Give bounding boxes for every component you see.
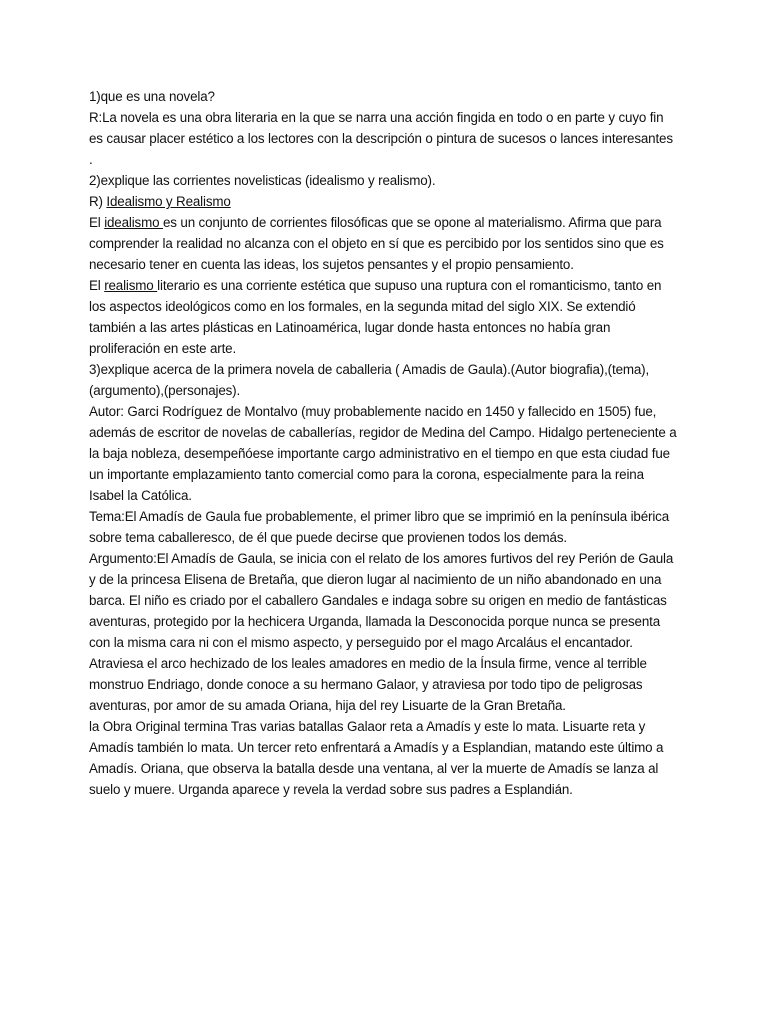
tema-paragraph: Tema:El Amadís de Gaula fue probablemente, el primer libro que se imprimió en la península ibérica sobre tema caballeresco, de él que puede decirse que provienen todos los demás.: [89, 509, 670, 545]
question-1: 1)que es una novela?: [89, 89, 215, 104]
obra-original-paragraph: la Obra Original termina Tras varias batallas Galaor reta a Amadís y este lo mata. Lisuarte reta y Amadís también lo mata. Un tercer reto enfrentará a Amadís y a Esplandian, matando este último a Amadís. Oriana, que observa la batalla desde una ventana, al ver la muerte de Amadís se lanza al suelo y muere. Urganda aparece y revela la verdad sobre sus padres a Esplandián.: [89, 719, 664, 797]
answer-1: R:La novela es una obra literaria en la que se narra una acción fingida en todo o en parte y cuyo fin es causar placer estético a los lectores con la descripción o pintura de sucesos o lances interesantes .: [89, 110, 673, 167]
idealismo-text: es un conjunto de corrientes filosóficas que se opone al materialismo. Afirma que para comprender la realidad no alcanza con el objeto en sí que es percibido por los sentidos sino que es necesario tener en cuenta las ideas, los sujetos pensantes y el propio pensamiento.: [89, 215, 664, 272]
realismo-text: literario es una corriente estética que supuso una ruptura con el romanticismo, tanto en los aspectos ideológicos como en los formales, en la segunda mitad del siglo XIX. Se extendió también a las artes plásticas en Latinoamérica, lugar donde hasta entonces no había gran proliferación en este arte.: [89, 278, 662, 356]
realismo-lead: El: [89, 278, 105, 293]
idealismo-term: idealismo: [104, 215, 163, 230]
question-2: 2)explique las corrientes novelisticas (idealismo y realismo).: [89, 173, 436, 188]
answer-2-heading-title: Idealismo y Realismo: [106, 194, 231, 209]
idealismo-paragraph: [89, 212, 679, 275]
document-page: [89, 86, 679, 800]
realismo-paragraph: [89, 275, 679, 359]
answer-2-prefix: R): [89, 194, 107, 209]
question-3: 3)explique acerca de la primera novela de caballeria ( Amadis de Gaula).(Autor biografia),(tema),(argumento),(personajes).: [89, 362, 650, 398]
answer-2-heading: [89, 191, 679, 212]
realismo-term: realismo: [104, 278, 158, 293]
argumento-paragraph: Argumento:El Amadís de Gaula, se inicia con el relato de los amores furtivos del rey Perión de Gaula y de la princesa Elisena de Bretaña, que dieron lugar al nacimiento de un niño abandonado en una barca. El niño es criado por el caballero Gandales e indaga sobre su origen en medio de fantásticas aventuras, protegido por la hechicera Urganda, llamada la Desconocida porque nunca se presenta con la misma cara ni con el mismo aspecto, y perseguido por el mago Arcaláus el encantador. Atraviesa el arco hechizado de los leales amadores en medio de la Ínsula firme, vence al terrible monstruo Endriago, donde conoce a su hermano Galaor, y atraviesa por todo tipo de peligrosas aventuras, por amor de su amada Oriana, hija del rey Lisuarte de la Gran Bretaña.: [89, 551, 674, 713]
idealismo-lead: El: [89, 215, 105, 230]
autor-paragraph: Autor: Garci Rodríguez de Montalvo (muy probablemente nacido en 1450 y fallecido en 1505) fue, además de escritor de novelas de caballerías, regidor de Medina del Campo. Hidalgo perteneciente a la baja nobleza, desempeñóese importante cargo administrativo en el tiempo en que esta ciudad fue un importante emplazamiento tanto comercial como para la corona, especialmente para la reina Isabel la Católica.: [89, 404, 677, 503]
